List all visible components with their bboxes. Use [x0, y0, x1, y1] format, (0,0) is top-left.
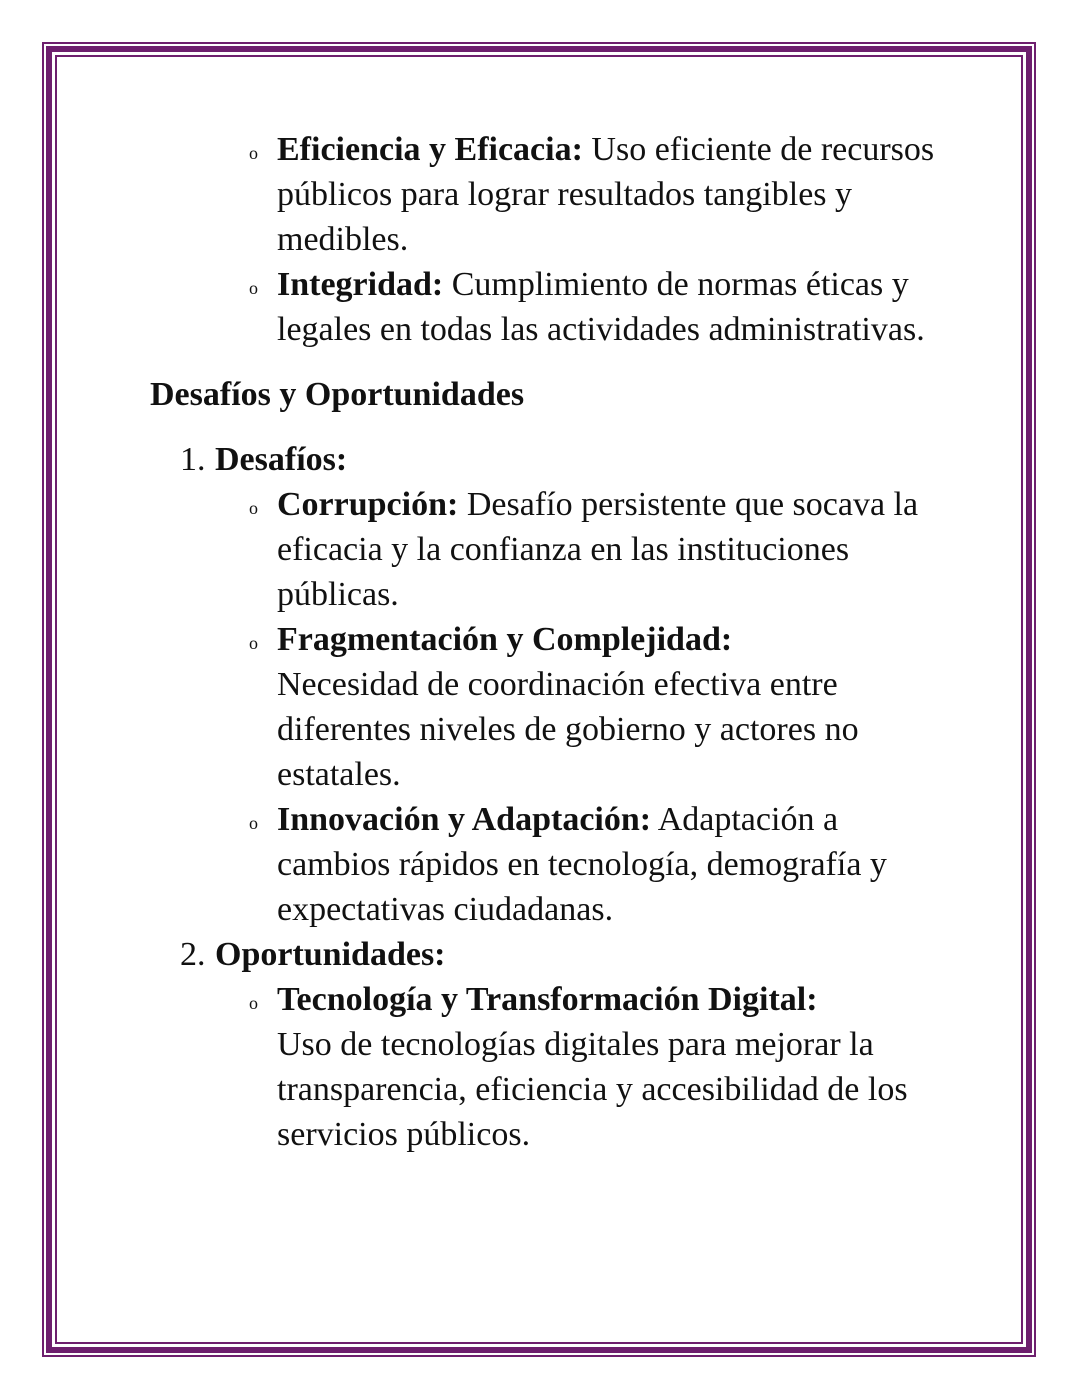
list-item — [249, 127, 937, 262]
numbered-item — [180, 932, 1080, 977]
item-term: Integridad: — [277, 266, 444, 303]
bullet-icon: o — [249, 278, 258, 298]
item-term: Eficiencia y Eficacia: — [277, 131, 583, 168]
bullet-icon: o — [249, 993, 258, 1013]
document-body — [0, 127, 1080, 1157]
item-term: Fragmentación y Complejidad: — [277, 621, 733, 658]
item-term: Tecnología y Transformación Digital: — [277, 981, 818, 1018]
bullet-icon: o — [249, 813, 258, 833]
bullet-icon: o — [249, 498, 258, 518]
bullet-icon: o — [249, 143, 258, 163]
item-text: Cumplimiento de normas éticas y legales en todas las actividades administrativas. — [277, 266, 925, 348]
list-item — [249, 977, 937, 1157]
item-term: Corrupción: — [277, 486, 459, 523]
numbered-item — [180, 437, 1080, 482]
list-item — [249, 617, 937, 797]
list-item — [249, 482, 937, 617]
item-term: Innovación y Adaptación: — [277, 801, 652, 838]
item-title: Desafíos: — [215, 441, 348, 478]
item-number: 2. — [180, 936, 206, 973]
item-title: Oportunidades: — [215, 936, 446, 973]
item-text: Necesidad de coordinación efectiva entre diferentes niveles de gobierno y actores no estatales. — [277, 666, 859, 793]
list-item — [249, 262, 937, 352]
item-text: Uso eficiente de recursos públicos para lograr resultados tangibles y medibles. — [277, 131, 935, 258]
section-heading: Desafíos y Oportunidades — [150, 376, 525, 413]
list-item — [249, 797, 937, 932]
item-number: 1. — [180, 441, 206, 478]
item-text: Desafío persistente que socava la eficacia y la confianza en las instituciones públicas. — [277, 486, 919, 613]
bullet-icon: o — [249, 633, 258, 653]
item-text: Adaptación a cambios rápidos en tecnología, demografía y expectativas ciudadanas. — [277, 801, 887, 928]
item-text: Uso de tecnologías digitales para mejorar la transparencia, eficiencia y accesibilidad de los servicios públicos. — [277, 1026, 908, 1153]
